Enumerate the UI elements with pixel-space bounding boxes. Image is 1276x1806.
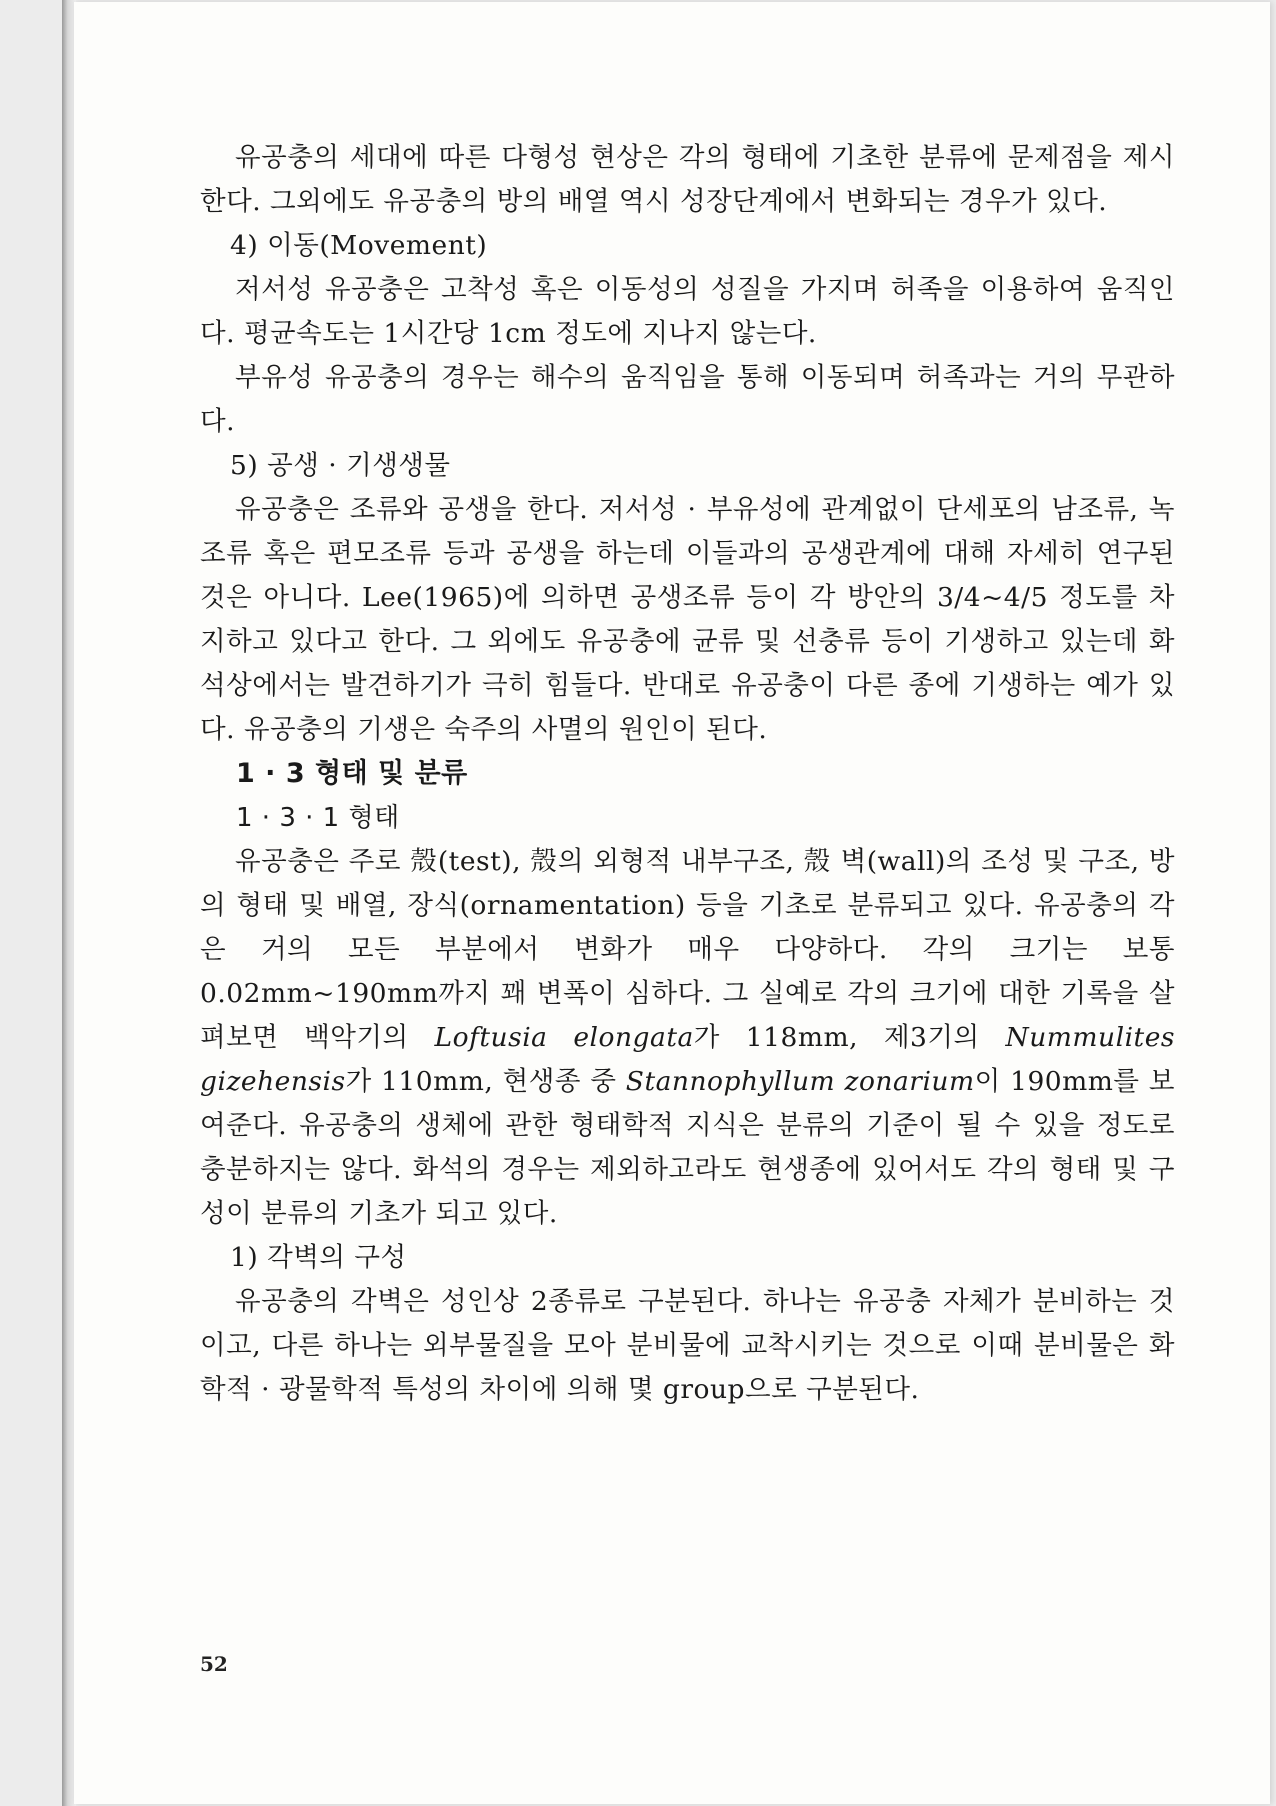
paragraph-benthic-movement: 저서성 유공충은 고착성 혹은 이동성의 성질을 가지며 허족을 이용하여 움직인다. 평균속도는 1시간당 1cm 정도에 지나지 않는다. [200, 274, 1175, 349]
species-nummulites: Nummulites gizehensis [200, 1022, 1175, 1097]
heading-movement: 4) 이동(Movement) [230, 230, 488, 261]
paragraph-planktonic-movement: 부유성 유공충의 경우는 해수의 움직임을 통해 이동되며 허족과는 거의 무관하다. [200, 362, 1175, 437]
morphology-text-2: 가 118mm, 제3기의 [693, 1022, 1006, 1053]
page-number: 52 [200, 1652, 228, 1676]
paragraph-symbiosis: 유공충은 조류와 공생을 한다. 저서성 · 부유성에 관계없이 단세포의 남조류, 녹조류 혹은 편모조류 등과 공생을 하는데 이들과의 공생관계에 대해 자세히 연구된 것은 아니다. Lee(1965)에 의하면 공생조류 등이 각 방안의 3/4~4/5 정도를 차지하고 있다고 한다. 그 외에도 유공충에 균류 및 선충류 등이 기생하고 있는데 화석상에서는 발견하기가 극히 힘들다. 반대로 유공충이 다른 종에 기생하는 예가 있다. 유공충의 기생은 숙주의 사멸의 원인이 된다. [200, 494, 1175, 745]
page-body [200, 136, 1175, 1412]
heading-wall-composition: 1) 각벽의 구성 [230, 1242, 407, 1273]
morphology-text-3: 가 110mm, 현생종 중 [345, 1066, 626, 1097]
subsection-heading-morphology: 1 · 3 · 1 형태 [236, 803, 400, 833]
paragraph-morphology [200, 840, 1175, 1236]
species-loftusia: Loftusia elongata [434, 1022, 694, 1053]
paragraph-wall-composition: 유공충의 각벽은 성인상 2종류로 구분된다. 하나는 유공충 자체가 분비하는 것이고, 다른 하나는 외부물질을 모아 분비물에 교착시키는 것으로 이때 분비물은 화학적 · 광물학적 특성의 차이에 의해 몇 group으로 구분된다. [200, 1286, 1175, 1405]
section-heading-morphology-classification: 1 · 3 형태 및 분류 [236, 758, 468, 789]
morphology-text-1: 유공충은 주로 殼(test), 殼의 외형적 내부구조, 殼 벽(wall)의 조성 및 구조, 방의 형태 및 배열, 장식(ornamentation) 등을 기초로 분류되고 있다. 유공충의 각은 거의 모든 부분에서 변화가 매우 다양하다. 각의 크기는 보통 0.02mm~190mm까지 꽤 변폭이 심하다. 그 실예로 각의 크기에 대한 기록을 살펴보면 백악기의 [200, 846, 1175, 1053]
morphology-text-4: 이 190mm를 보여준다. 유공충의 생체에 관한 형태학적 지식은 분류의 기준이 될 수 있을 정도로 충분하지는 않다. 화석의 경우는 제외하고라도 현생종에 있어서도 각의 형태 및 구성이 분류의 기초가 되고 있다. [200, 1066, 1175, 1229]
species-stannophyllum: Stannophyllum zonarium [625, 1066, 975, 1097]
heading-symbiosis: 5) 공생 · 기생생물 [230, 450, 451, 481]
paragraph-polymorphism: 유공충의 세대에 따른 다형성 현상은 각의 형태에 기초한 분류에 문제점을 제시한다. 그외에도 유공충의 방의 배열 역시 성장단계에서 변화되는 경우가 있다. [200, 142, 1175, 217]
